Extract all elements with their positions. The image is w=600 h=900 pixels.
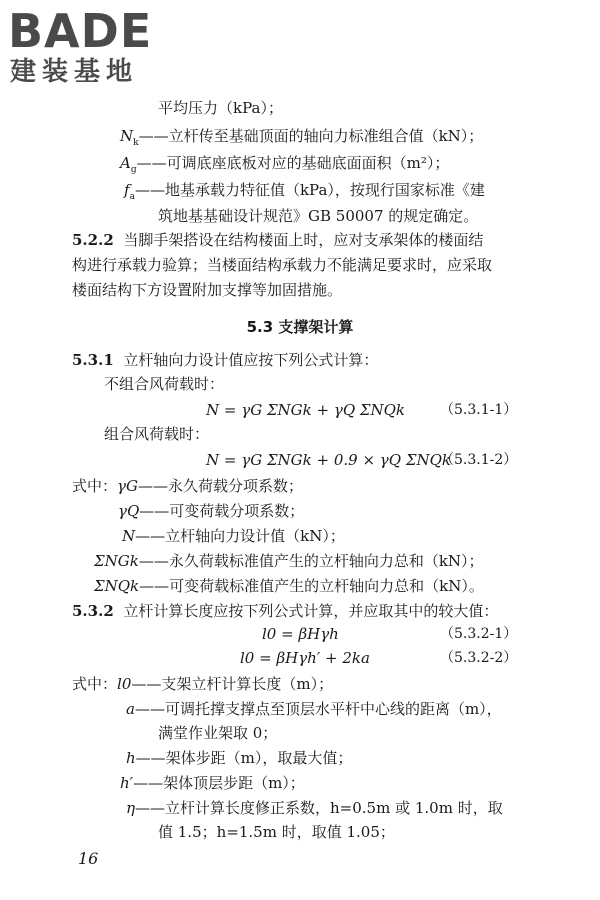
definition-text: ——立杆传至基础顶面的轴向力标准组合值（kN）； (138, 127, 484, 145)
clause-number: 5.3.1 (72, 351, 114, 369)
symbol-sub: k (133, 138, 139, 148)
clause-number: 5.2.2 (72, 231, 114, 249)
section-title: 5.3 支撑架计算 (246, 318, 354, 336)
text-line: 值 1.5；h=1.5m 时，取值 1.05； (158, 823, 395, 841)
symbol: γG (117, 477, 138, 495)
definition-text: ——可调托撑支撑点至顶层水平杆中心线的距离（m）， (134, 700, 502, 718)
definition-text: ——可调底座底板对应的基础底面面积（m²）； (136, 154, 450, 172)
definition-text: ——地基承载力特征值（kPa），按现行国家标准《建 (134, 181, 485, 199)
text-line: 筑地基基础设计规范》GB 50007 的规定确定。 (158, 207, 479, 225)
definition-l0 (72, 674, 333, 694)
definition-text: ——架体顶层步距（m）； (133, 774, 305, 792)
definition-sum-ngk (94, 551, 484, 571)
symbol: γQ (118, 502, 140, 520)
where-label: 式中： (72, 675, 118, 693)
text-line: 楼面结构下方设置附加支撑等加固措施。 (72, 281, 343, 299)
definition-gamma-q (118, 501, 304, 521)
equation-number: （5.3.2-1） (440, 626, 518, 642)
symbol: h′ (120, 774, 134, 792)
equation: l0 = βHγh′ + 2ka (240, 649, 370, 667)
symbol: η (126, 799, 135, 817)
definition-text: ——立杆轴向力设计值（kN）； (135, 527, 345, 545)
where-label: 式中： (72, 477, 118, 495)
symbol: l0 (117, 675, 132, 693)
definition-text: ——永久荷载分项系数； (137, 477, 303, 495)
clause-5-3-2 (72, 601, 498, 621)
definition-ag (120, 153, 449, 180)
symbol: ΣNQk (94, 577, 140, 595)
equation-number: （5.3.2-2） (440, 650, 518, 666)
definition-fa (124, 180, 485, 207)
equation-number: （5.3.1-2） (440, 452, 518, 468)
text-line: 平均压力（kPa）； (158, 99, 283, 117)
symbol: ΣNGk (94, 552, 139, 570)
equation: l0 = βHγh (262, 625, 339, 643)
logo-subtitle: 建装基地 (10, 57, 139, 87)
clause-5-2-2 (72, 230, 483, 250)
definition-a (126, 699, 502, 719)
definition-text: ——可变荷载标准值产生的立杆轴向力总和（kN）。 (139, 577, 484, 595)
clause-text: 立杆计算长度应按下列公式计算，并应取其中的较大值： (123, 602, 499, 620)
logo-wordmark: BADE (8, 4, 153, 58)
text-line: 满堂作业架取 0； (158, 724, 278, 742)
symbol: N (122, 527, 136, 545)
text-line: 组合风荷载时： (104, 425, 210, 443)
definition-n (122, 526, 345, 546)
definition-text: ——永久荷载标准值产生的立杆轴向力总和（kN）； (138, 552, 484, 570)
definition-text: ——架体步距（m），取最大值； (135, 749, 353, 767)
symbol: f (124, 181, 130, 199)
symbol: a (126, 700, 135, 718)
clause-number: 5.3.2 (72, 602, 114, 620)
equation: N = γG ΣNGk + 0.9 × γQ ΣNQk (206, 451, 451, 469)
symbol: N (120, 127, 134, 145)
definition-h-prime (120, 773, 305, 793)
definition-text: ——可变荷载分项系数； (139, 502, 305, 520)
symbol-sub: g (130, 165, 137, 175)
page-number: 16 (78, 849, 99, 868)
definition-text: ——支架立杆计算长度（m）； (131, 675, 334, 693)
symbol: h (126, 749, 136, 767)
text-line: 构进行承载力验算；当楼面结构承载力不能满足要求时，应采取 (72, 256, 493, 274)
symbol: A (120, 154, 131, 172)
definition-sum-nqk (94, 576, 484, 596)
equation: N = γG ΣNGk + γQ ΣNQk (206, 401, 405, 419)
definition-gamma-g (72, 476, 303, 496)
clause-5-3-1 (72, 350, 378, 370)
clause-text: 立杆轴向力设计值应按下列公式计算： (123, 351, 379, 369)
bade-logo (8, 6, 178, 90)
clause-text: 当脚手架搭设在结构楼面上时，应对支承架体的楼面结 (123, 231, 484, 249)
definition-h (126, 748, 352, 768)
definition-text: ——立杆计算长度修正系数，h=0.5m 或 1.0m 时，取 (135, 799, 503, 817)
definition-eta (126, 798, 503, 818)
text-line: 不组合风荷载时： (104, 375, 225, 393)
equation-number: （5.3.1-1） (440, 402, 518, 418)
definition-nk (120, 126, 483, 153)
symbol-sub: a (129, 192, 135, 202)
